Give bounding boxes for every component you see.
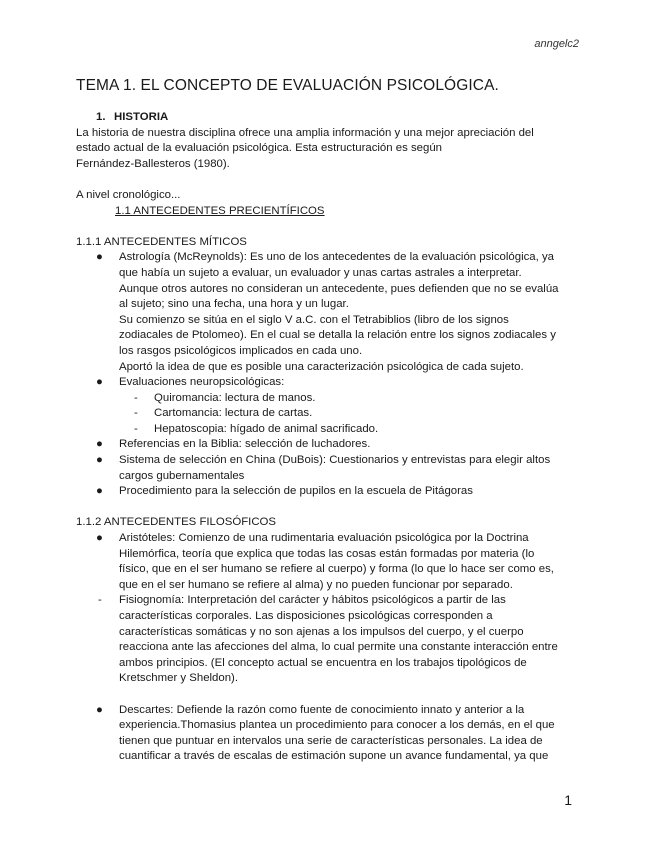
list-item: [76, 437, 576, 453]
dash-marker: -: [98, 594, 102, 607]
bullet-marker: ●: [96, 251, 103, 264]
document-body: [76, 110, 576, 765]
text-line: Descartes: Defiende la razón como fuente de conocimiento innato y anterior a la: [119, 703, 525, 716]
page-title: TEMA 1. EL CONCEPTO DE EVALUACIÓN PSICOLÓGICA.: [76, 77, 499, 94]
text-line: La historia de nuestra disciplina ofrece una amplia información y una mejor apreciación del: [76, 126, 534, 139]
list-item: [76, 531, 576, 593]
text-line: experiencia.Thomasius plantea un procedimiento para conocer a los demás, en el que: [119, 719, 555, 732]
text-line: ambos principios. (El concepto actual se encuentra en los trabajos tipológicos de: [119, 656, 527, 669]
bullet-marker: ●: [96, 376, 103, 389]
text-line: que había un sujeto a evaluar, un evaluador y unas cartas astrales a interpretar.: [119, 266, 522, 279]
bullet-marker: ●: [96, 485, 103, 498]
bullet-marker: ●: [96, 532, 103, 545]
dash-marker: -: [134, 407, 138, 420]
list-item: [76, 593, 576, 687]
text-line: Referencias en la Biblia: selección de luchadores.: [119, 438, 371, 451]
text-line: Aristóteles: Comienzo de una rudimentaria evaluación psicológica por la Doctrina: [119, 532, 529, 545]
text-line: Hilemórfica, teoría que explica que todas las cosas están formadas por materia (lo: [119, 547, 535, 560]
subsection-heading-filosoficos: 1.1.2 ANTECEDENTES FILOSÓFICOS: [76, 516, 277, 529]
section-heading-historia: [96, 110, 576, 126]
text-line: zodiacales de Ptolomeo). En el cual se detalla la relación entre los signos zodiacales y: [119, 329, 556, 342]
section-number: 1.: [96, 111, 106, 123]
filosoficos-list: [76, 531, 576, 687]
text-line: Fisiognomía: Interpretación del carácter y hábitos psicológicos a partir de las: [119, 594, 506, 607]
bullet-marker: ●: [96, 454, 103, 467]
subsection-heading-precientificos: 1.1 ANTECEDENTES PRECIENTÍFICOS: [115, 204, 325, 217]
descartes-list: [76, 703, 576, 765]
dash-marker: -: [134, 422, 138, 435]
section-heading-text: HISTORIA: [114, 111, 169, 123]
list-item: [76, 375, 576, 437]
miticos-list: [76, 250, 576, 500]
subsection-heading-miticos: 1.1.1 ANTECEDENTES MÍTICOS: [76, 235, 247, 248]
text-line: tienen que puntuar en intervalos una serie de características personales. La idea de: [119, 734, 543, 747]
text-line: Su comienzo se sitúa en el siglo V a.C. con el Tetrabiblios (libro de los signos: [119, 313, 509, 326]
list-item: [76, 703, 576, 765]
text-line: Procedimiento para la selección de pupilos en la escuela de Pitágoras: [119, 485, 473, 498]
intro-paragraph: [76, 126, 576, 173]
text-line: reacciona ante las afecciones del alma, lo cual permite una constante interacción entre: [119, 641, 558, 654]
text-line: cuantificar a través de escalas de estimación supone un avance fundamental, ya que: [119, 750, 549, 763]
text-line: Aunque otros autores no consideran un antecedente, pues defienden que no se evalúa: [119, 282, 559, 295]
text-line: estado actual de la evaluación psicológica. Esta estructuración es según: [76, 142, 442, 155]
text-line: Quiromancia: lectura de manos.: [154, 391, 316, 404]
page-number: 1: [564, 792, 572, 808]
text-line: al sujeto; sino una fecha, una hora y un lugar.: [119, 298, 349, 311]
text-line: Evaluaciones neuropsicológicas:: [119, 376, 285, 389]
cronologico-line: A nivel cronológico...: [76, 188, 181, 201]
text-line: los rasgos psicológicos implicados en cada uno.: [119, 344, 363, 357]
list-item: [76, 453, 576, 484]
text-line: Fernández-Ballesteros (1980).: [76, 157, 230, 170]
bullet-marker: ●: [96, 703, 103, 716]
list-item: [76, 250, 576, 375]
text-line: Cartomancia: lectura de cartas.: [154, 407, 313, 420]
sublist-item: [76, 391, 576, 407]
sublist-item: [76, 406, 576, 422]
header-username: anngelc2: [534, 38, 579, 50]
text-line: Sistema de selección en China (DuBois): Cuestionarios y entrevistas para elegir altos: [119, 454, 551, 467]
text-line: físico, que en el ser humano se refiere al cuerpo) y forma (lo que lo hace ser como es,: [119, 563, 554, 576]
text-line: que en el ser humano se refiere al alma) y no pueden funcionar por separado.: [119, 578, 513, 591]
dash-marker: -: [134, 391, 138, 404]
sublist-item: [76, 422, 576, 438]
text-line: Hepatoscopia: hígado de animal sacrificado.: [154, 422, 379, 435]
text-line: cargos gubernamentales: [119, 469, 245, 482]
text-line: características somáticas y no son ajenas a los impulsos del cuerpo, y el cuerpo: [119, 625, 524, 638]
text-line: Astrología (McReynolds): Es uno de los antecedentes de la evaluación psicológica, ya: [119, 251, 554, 264]
bullet-marker: ●: [96, 438, 103, 451]
text-line: Kretschmer y Sheldon).: [119, 672, 239, 685]
list-item: [76, 484, 576, 500]
text-line: Aportó la idea de que es posible una caracterización psicológica de cada sujeto.: [119, 360, 524, 373]
text-line: características corporales. Las disposiciones psicológicas corresponden a: [119, 610, 493, 622]
neuro-sublist: [119, 391, 576, 438]
